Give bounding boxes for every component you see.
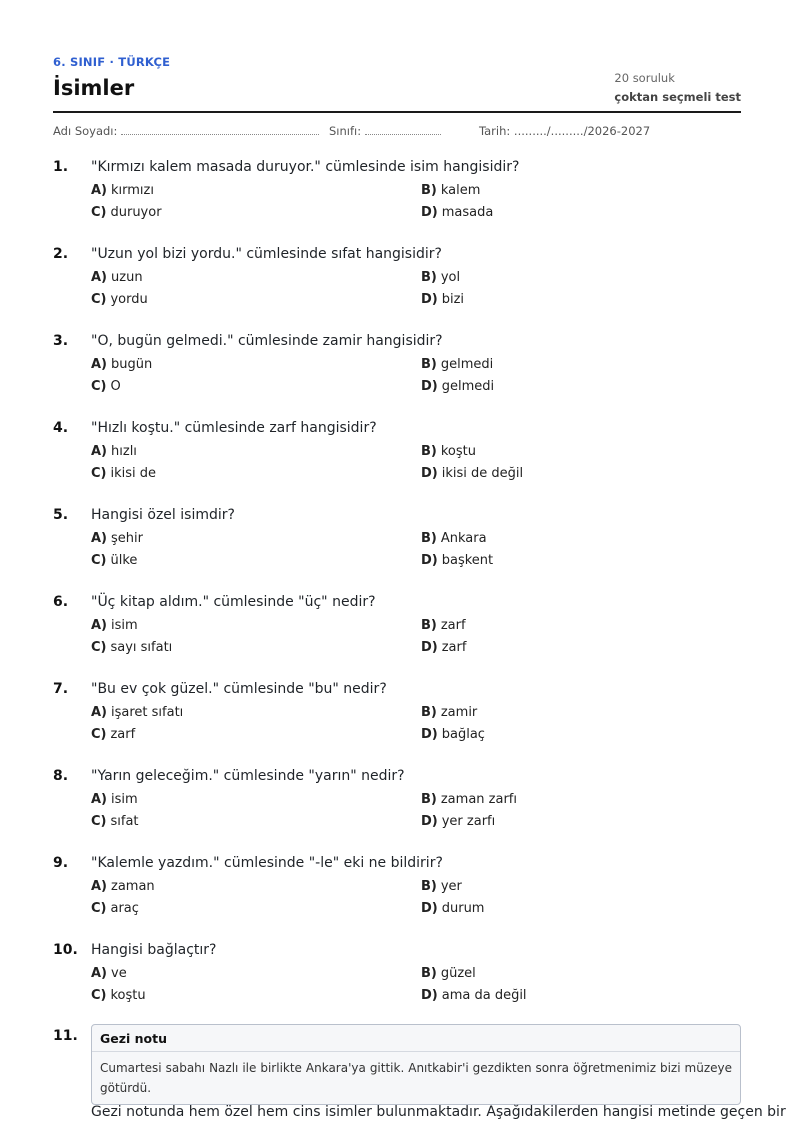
option-letter: C): [91, 553, 107, 568]
option-text: hızlı: [111, 444, 137, 459]
option-letter: B): [421, 966, 437, 981]
option-text: zarf: [441, 640, 467, 655]
option-text: yer: [440, 879, 462, 894]
option-text: başkent: [441, 553, 494, 568]
option-letter: A): [91, 618, 108, 633]
option-text: isim: [111, 618, 138, 633]
option-letter: A): [91, 357, 108, 372]
option-b[interactable]: [421, 966, 476, 981]
option-text: yol: [440, 270, 461, 285]
option-letter: A): [91, 183, 108, 198]
question-text: "Yarın geleceğim." cümlesinde "yarın" nedir?: [91, 768, 405, 784]
option-c[interactable]: [91, 292, 148, 307]
option-a[interactable]: [91, 879, 155, 894]
option-b[interactable]: [421, 879, 462, 894]
option-letter: B): [421, 531, 437, 546]
option-text: ama da değil: [441, 988, 527, 1003]
option-text: ikisi de değil: [441, 466, 524, 481]
option-letter: A): [91, 705, 108, 720]
option-b[interactable]: [421, 270, 460, 285]
option-letter: B): [421, 705, 437, 720]
option-text: ikisi de: [110, 466, 157, 481]
option-text: güzel: [440, 966, 476, 981]
option-letter: D): [421, 379, 438, 394]
option-c[interactable]: [91, 727, 135, 742]
option-d[interactable]: [421, 379, 494, 394]
option-letter: C): [91, 988, 107, 1003]
option-letter: C): [91, 727, 107, 742]
option-letter: D): [421, 466, 438, 481]
option-letter: D): [421, 640, 438, 655]
question-text: "O, bugün gelmedi." cümlesinde zamir hangisidir?: [91, 333, 443, 349]
question-text: Hangisi özel isimdir?: [91, 507, 235, 523]
option-text: yer zarfı: [441, 814, 496, 829]
name-label: Adı Soyadı:: [53, 124, 118, 138]
class-label: Sınıfı:: [329, 124, 362, 138]
option-letter: B): [421, 270, 437, 285]
option-text: uzun: [111, 270, 143, 285]
option-b[interactable]: [421, 357, 493, 372]
option-letter: D): [421, 205, 438, 220]
option-text: ve: [111, 966, 127, 981]
option-a[interactable]: [91, 531, 143, 546]
option-c[interactable]: [91, 988, 146, 1003]
option-a[interactable]: [91, 792, 138, 807]
gezi-notu-box: [91, 1024, 741, 1105]
option-letter: A): [91, 270, 108, 285]
grade-subject: 6. SINIF · TÜRKÇE: [53, 55, 171, 69]
option-letter: A): [91, 966, 108, 981]
option-text: şehir: [111, 531, 143, 546]
option-d[interactable]: [421, 988, 527, 1003]
option-text: ülke: [110, 553, 138, 568]
question-number: 1.: [53, 159, 69, 175]
option-b[interactable]: [421, 183, 480, 198]
question-number: 10.: [53, 942, 78, 958]
question-text: "Kalemle yazdım." cümlesinde "-le" eki ne bildirir?: [91, 855, 443, 871]
option-text: araç: [110, 901, 139, 916]
option-letter: C): [91, 379, 107, 394]
question-text: Hangisi bağlaçtır?: [91, 942, 217, 958]
option-text: durum: [441, 901, 485, 916]
question-number: 8.: [53, 768, 69, 784]
option-text: masada: [441, 205, 494, 220]
question-number: 6.: [53, 594, 69, 610]
option-d[interactable]: [421, 727, 485, 742]
option-d[interactable]: [421, 292, 464, 307]
question-number: 4.: [53, 420, 69, 436]
question-number: 11.: [53, 1028, 78, 1044]
option-text: gelmedi: [440, 357, 494, 372]
option-a[interactable]: [91, 444, 137, 459]
option-letter: C): [91, 901, 107, 916]
option-letter: B): [421, 183, 437, 198]
option-letter: C): [91, 292, 107, 307]
option-d[interactable]: [421, 901, 484, 916]
question-text: "Kırmızı kalem masada duruyor." cümlesinde isim hangisidir?: [91, 159, 520, 175]
option-text: duruyor: [110, 205, 162, 220]
option-text: zaman zarfı: [440, 792, 517, 807]
option-b[interactable]: [421, 618, 466, 633]
question-number: 5.: [53, 507, 69, 523]
option-letter: B): [421, 792, 437, 807]
option-letter: B): [421, 444, 437, 459]
question-text: Gezi notunda hem özel hem cins isimler bulunmaktadır. Aşağıdakilerden hangisi metinde geçen bir: [91, 1104, 786, 1120]
header-rule: [53, 111, 741, 113]
option-c[interactable]: [91, 379, 121, 394]
option-d[interactable]: [421, 814, 495, 829]
option-text: O: [110, 379, 121, 394]
option-letter: D): [421, 553, 438, 568]
option-letter: D): [421, 727, 438, 742]
option-letter: D): [421, 988, 438, 1003]
box-text: Cumartesi sabahı Nazlı ile birlikte Ankara'ya gittik. Anıtkabir'i gezdikten sonra öğretmenimiz bizi müzeye götürdü.: [100, 1061, 732, 1095]
option-b[interactable]: [421, 444, 476, 459]
question-text: "Üç kitap aldım." cümlesinde "üç" nedir?: [91, 594, 376, 610]
option-text: kalem: [440, 183, 481, 198]
name-line: [121, 124, 319, 135]
option-text: koştu: [110, 988, 146, 1003]
option-text: zamir: [440, 705, 478, 720]
question-number: 3.: [53, 333, 69, 349]
option-text: kırmızı: [111, 183, 154, 198]
option-d[interactable]: [421, 205, 493, 220]
option-text: isim: [111, 792, 138, 807]
option-text: bağlaç: [441, 727, 485, 742]
option-d[interactable]: [421, 553, 493, 568]
class-line: [365, 124, 441, 135]
option-letter: C): [91, 205, 107, 220]
option-b[interactable]: [421, 705, 477, 720]
option-letter: D): [421, 814, 438, 829]
option-d[interactable]: [421, 466, 523, 481]
option-c[interactable]: [91, 814, 139, 829]
option-letter: D): [421, 292, 438, 307]
option-letter: A): [91, 531, 108, 546]
option-text: bugün: [111, 357, 153, 372]
question-text: "Hızlı koştu." cümlesinde zarf hangisidir?: [91, 420, 377, 436]
option-letter: A): [91, 879, 108, 894]
option-b[interactable]: [421, 792, 517, 807]
option-text: işaret sıfatı: [111, 705, 184, 720]
option-text: zarf: [440, 618, 466, 633]
option-letter: A): [91, 792, 108, 807]
option-letter: B): [421, 879, 437, 894]
option-c[interactable]: [91, 640, 172, 655]
option-letter: B): [421, 357, 437, 372]
question-text: "Bu ev çok güzel." cümlesinde "bu" nedir?: [91, 681, 387, 697]
option-c[interactable]: [91, 553, 137, 568]
option-b[interactable]: [421, 531, 487, 546]
option-letter: C): [91, 814, 107, 829]
option-a[interactable]: [91, 705, 183, 720]
question-number: 2.: [53, 246, 69, 262]
box-title: Gezi notu: [92, 1025, 740, 1052]
option-letter: A): [91, 444, 108, 459]
option-letter: D): [421, 901, 438, 916]
option-a[interactable]: [91, 618, 138, 633]
question-number: 7.: [53, 681, 69, 697]
option-a[interactable]: [91, 966, 127, 981]
option-a[interactable]: [91, 183, 154, 198]
name-field[interactable]: [53, 124, 319, 138]
class-field[interactable]: [329, 124, 441, 138]
question-number: 9.: [53, 855, 69, 871]
option-text: yordu: [110, 292, 148, 307]
question-count: 20 soruluk: [614, 71, 675, 85]
option-c[interactable]: [91, 901, 139, 916]
option-text: koştu: [440, 444, 476, 459]
option-a[interactable]: [91, 357, 152, 372]
option-a[interactable]: [91, 270, 143, 285]
option-text: bizi: [441, 292, 465, 307]
option-letter: B): [421, 618, 437, 633]
option-text: zaman: [111, 879, 155, 894]
option-letter: C): [91, 640, 107, 655]
question-text: "Uzun yol bizi yordu." cümlesinde sıfat hangisidir?: [91, 246, 442, 262]
option-text: gelmedi: [441, 379, 495, 394]
page-title: İsimler: [53, 76, 135, 100]
option-text: sayı sıfatı: [110, 640, 173, 655]
option-d[interactable]: [421, 640, 466, 655]
date-field[interactable]: Tarih: ........./........./2026-2027: [479, 124, 651, 138]
option-c[interactable]: [91, 205, 162, 220]
option-c[interactable]: [91, 466, 156, 481]
option-text: sıfat: [110, 814, 139, 829]
option-text: Ankara: [440, 531, 487, 546]
test-type: çoktan seçmeli test: [614, 90, 741, 104]
test-meta: [614, 71, 741, 104]
option-letter: C): [91, 466, 107, 481]
option-text: zarf: [110, 727, 136, 742]
